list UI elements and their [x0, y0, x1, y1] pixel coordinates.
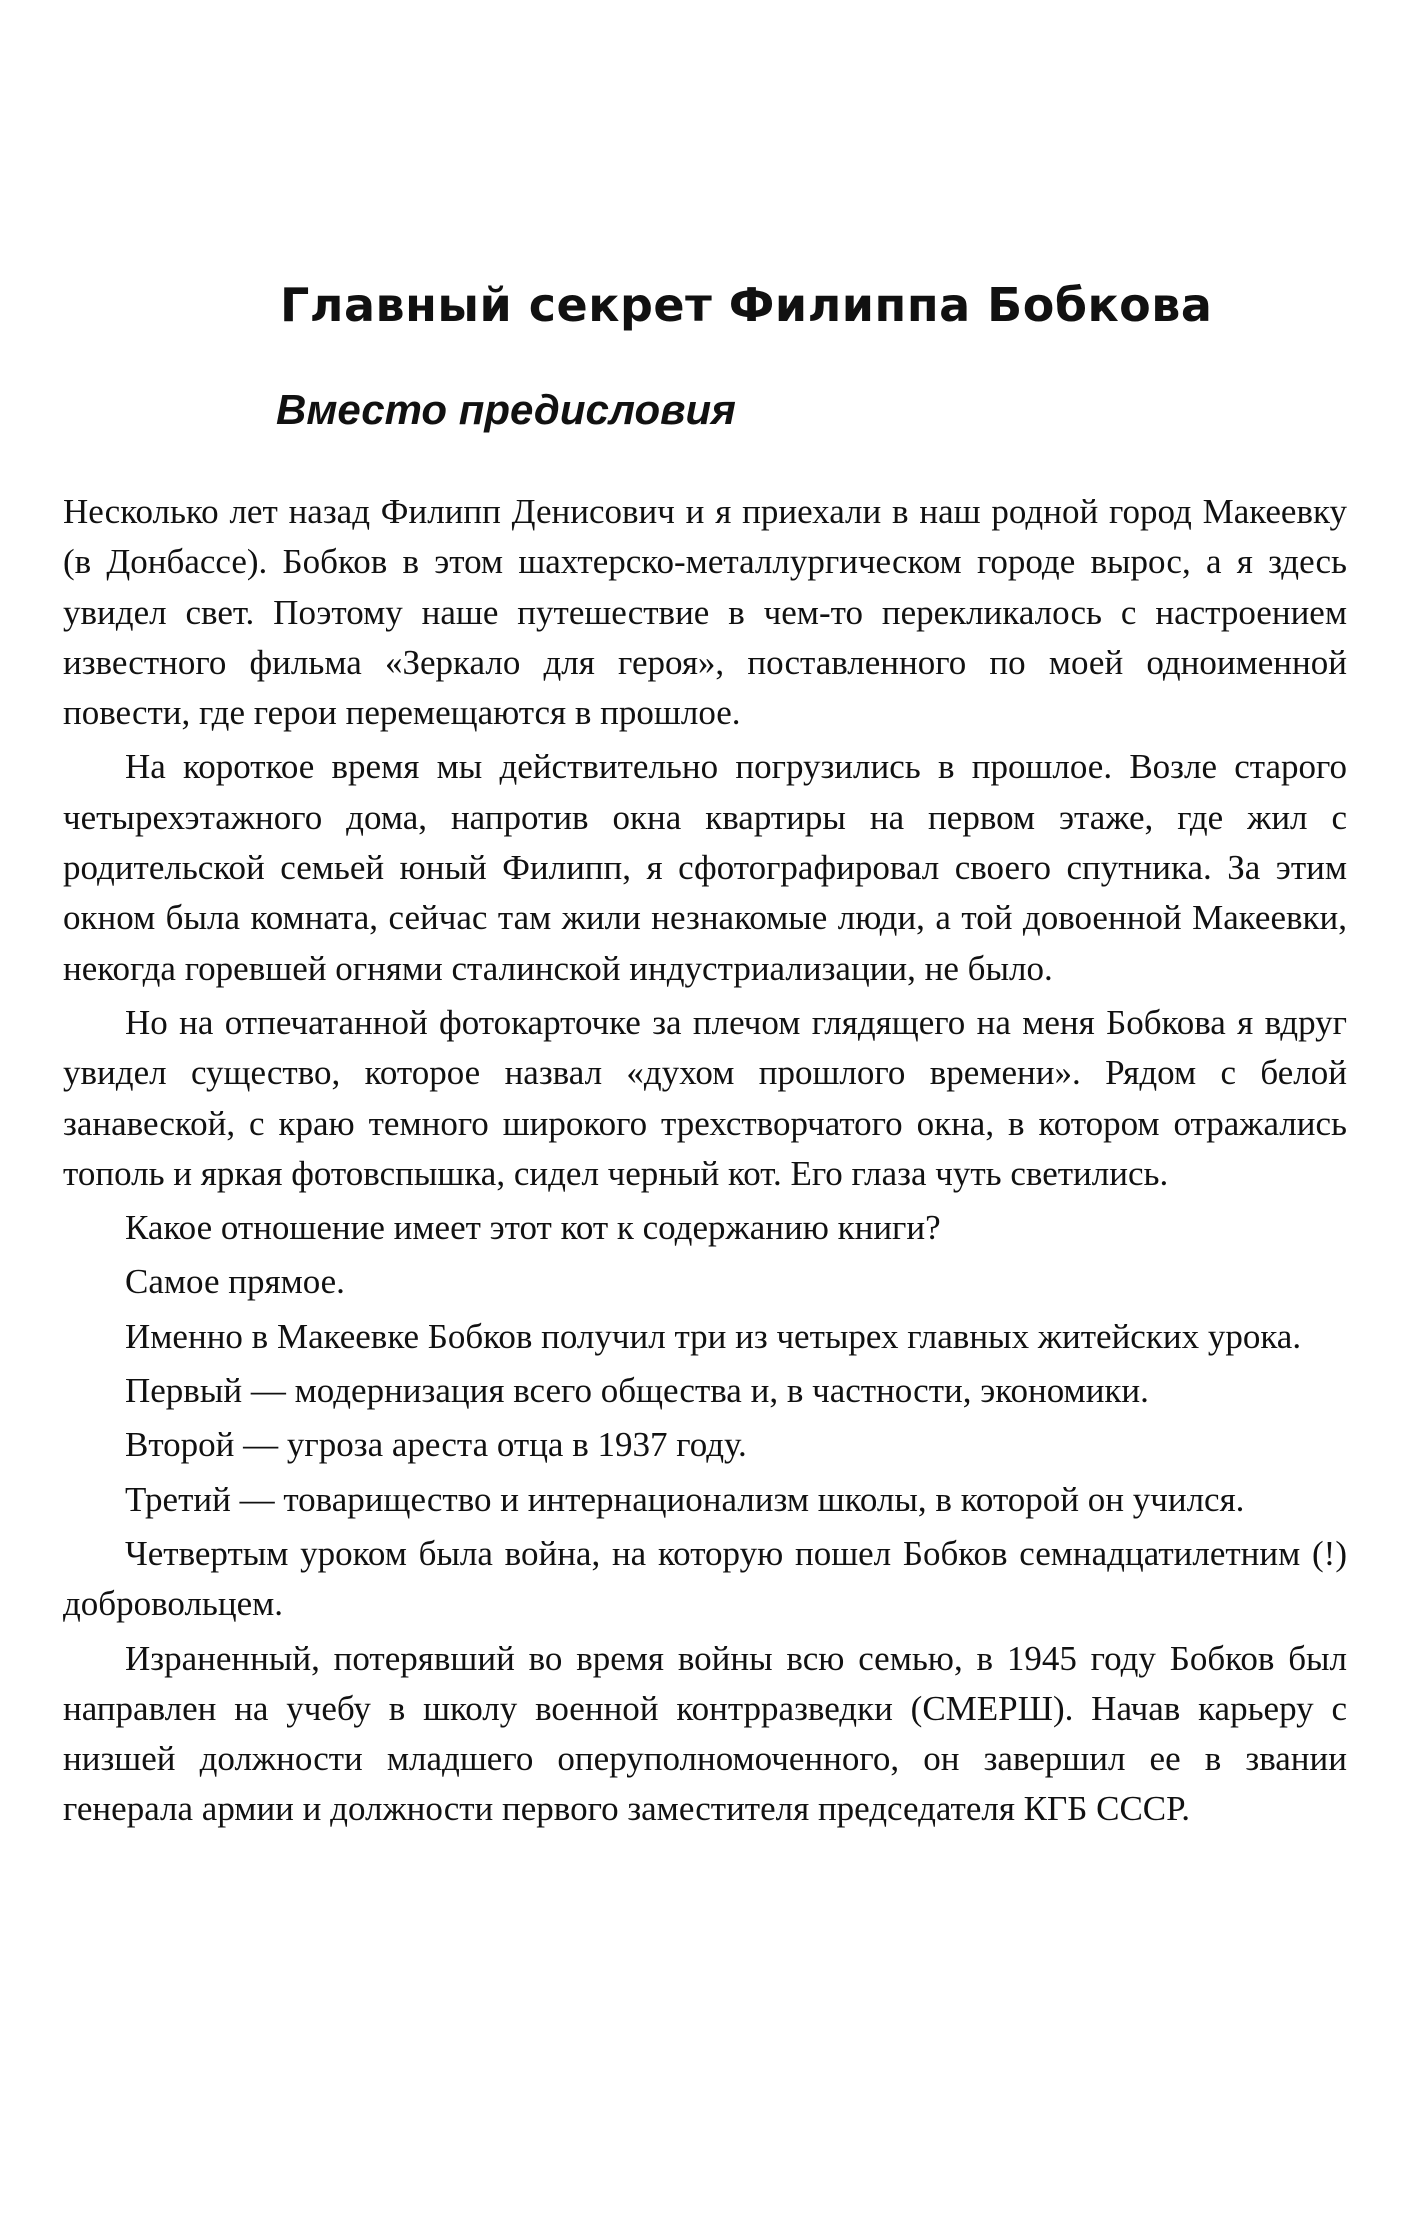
paragraph: Израненный, потерявший во время войны всю семью, в 1945 году Бобков был направлен на учебу в школу военной контрразведки (СМЕРШ). Начав карьеру с низшей должности младшего оперуполномоченного, он завершил ее в звании генерала армии и должности первого заместителя председателя КГБ СССР. [63, 1638, 1347, 1829]
paragraph: Но на отпечатанной фотокарточке за плечом глядящего на меня Бобкова я вдруг увидел существо, которое назвал «духом прошлого времени». Рядом с белой занавеской, с краю темного широкого трехстворчатого окна, в котором отражались тополь и яркая фотовспышка, сидел черный кот. Его глаза чуть светились. [63, 1002, 1347, 1193]
paragraph: Второй — угроза ареста отца в 1937 году. [125, 1425, 747, 1465]
paragraph: Первый — модернизация всего общества и, в частности, экономики. [125, 1371, 1149, 1411]
paragraph: На короткое время мы действительно погрузились в прошлое. Возле старого четырехэтажного дома, напротив окна квартиры на первом этаже, где жил с родительской семьей юный Филипп, я сфотографировал своего спутника. За этим окном была комната, сейчас там жили незнакомые люди, а той довоенной Макеевки, некогда горевшей огнями сталинской индустриализации, не было. [63, 747, 1347, 988]
paragraph: Четвертым уроком была война, на которую пошел Бобков семнадцатилетним (!) добровольцем. [63, 1533, 1347, 1624]
paragraph: Самое прямое. [125, 1262, 345, 1302]
paragraph: Третий — товарищество и интернационализм школы, в которой он учился. [125, 1479, 1245, 1519]
chapter-title: Главный секрет Филиппа Бобкова [280, 278, 1213, 332]
chapter-subtitle: Вместо предисловия [276, 386, 736, 433]
body-text [63, 487, 1347, 1839]
paragraph: Какое отношение имеет этот кот к содержанию книги? [125, 1208, 941, 1248]
paragraph: Именно в Макеевке Бобков получил три из четырех главных житейских урока. [125, 1316, 1302, 1356]
paragraph: Несколько лет назад Филипп Денисович и я приехали в наш родной город Макеевку (в Донбассе). Бобков в этом шахтерско-металлургическом городе вырос, а я здесь увидел свет. Поэтому наше путешествие в чем-то перекликалось с настроением известного фильма «Зеркало для героя», поставленного по моей одноименной повести, где герои перемещаются в прошлое. [63, 492, 1347, 733]
